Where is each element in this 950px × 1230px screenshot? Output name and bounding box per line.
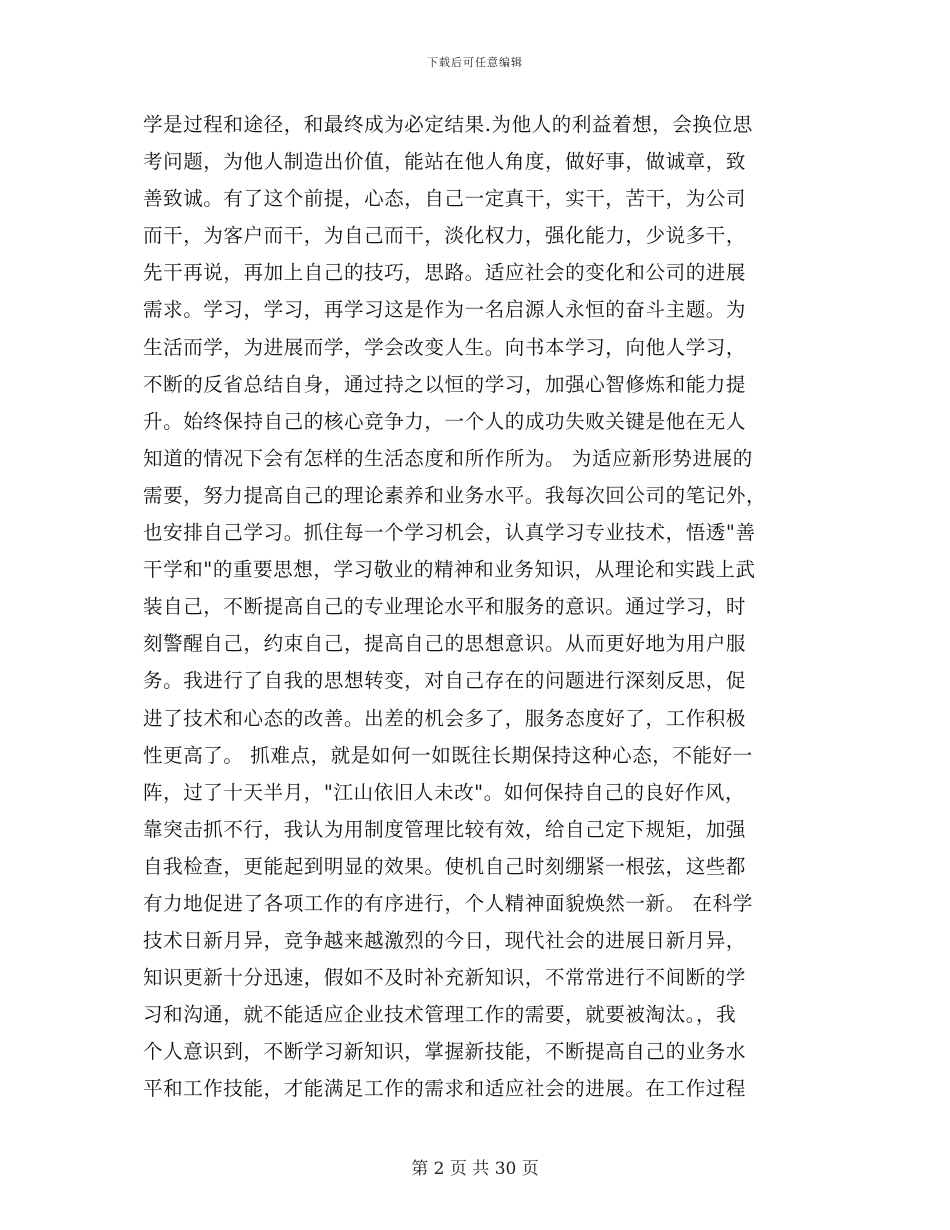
- text-line: 需求。学习，学习，再学习这是作为一名启源人永恒的奋斗主题。为: [143, 298, 747, 322]
- text-line: 性更高了。 抓难点，就是如何一如既往长期保持这种心态，不能好一: [143, 743, 753, 767]
- text-line: 装自己，不断提高自己的专业理论水平和服务的意识。通过学习，时: [143, 595, 747, 619]
- text-line: 有力地促进了各项工作的有序进行，个人精神面貌焕然一新。 在科学: [143, 891, 753, 915]
- text-line: 务。我进行了自我的思想转变，对自己存在的问题进行深刻反思，促: [143, 669, 747, 693]
- document-body: [143, 106, 809, 1108]
- text-line: 平和工作技能，才能满足工作的需求和适应社会的进展。在工作过程: [143, 1077, 747, 1101]
- text-line: 技术日新月异，竞争越来越激烈的今日，现代社会的进展日新月异，: [143, 929, 747, 953]
- text-line: 生活而学，为进展而学，学会改变人生。向书本学习，向他人学习，: [143, 335, 747, 359]
- text-line: 需要，努力提高自己的理论素养和业务水平。我每次回公司的笔记外，: [143, 483, 767, 507]
- text-line: 知道的情况下会有怎样的生活态度和所作所为。 为适应新形势进展的: [143, 446, 753, 470]
- text-line: 升。始终保持自己的核心竞争力，一个人的成功失败关键是他在无人: [143, 409, 747, 433]
- text-line: 进了技术和心态的改善。出差的机会多了，服务态度好了，工作积极: [143, 706, 747, 730]
- text-line: 善致诚。有了这个前提，心态，自己一定真干，实干，苦干，为公司: [143, 187, 747, 211]
- text-line: 不断的反省总结自身，通过持之以恒的学习，加强心智修炼和能力提: [143, 372, 747, 396]
- text-line: 阵，过了十天半月，"江山依旧人未改"。如何保持自己的良好作风，: [143, 780, 746, 804]
- text-line: 个人意识到，不断学习新知识，掌握新技能，不断提高自己的业务水: [143, 1040, 747, 1064]
- text-line: 学是过程和途径，和最终成为必定结果.为他人的利益着想，会换位思: [143, 113, 753, 136]
- text-line: 靠突击抓不行，我认为用制度管理比较有效，给自己定下规矩，加强: [143, 817, 747, 841]
- text-line: 习和沟通，就不能适应企业技术管理工作的需要，就要被淘汰。，我: [143, 1003, 737, 1027]
- text-line: 刻警醒自己，约束自己，提高自己的思想意识。从而更好地为用户服: [143, 632, 747, 656]
- page-footer: 第 2 页 共 30 页: [411, 1159, 539, 1179]
- page-header-note: 下载后可任意编辑: [427, 56, 523, 69]
- text-line: 先干再说，再加上自己的技巧，思路。适应社会的变化和公司的进展: [143, 261, 747, 285]
- text-line: 而干，为客户而干，为自己而干，淡化权力，强化能力，少说多干，: [143, 224, 747, 248]
- text-line: 自我检查，更能起到明显的效果。使机自己时刻绷紧一根弦，这些都: [143, 854, 747, 878]
- text-line: 也安排自己学习。抓住每一个学习机会，认真学习专业技术，悟透"善: [143, 521, 756, 545]
- text-line: 考问题，为他人制造出价值，能站在他人角度，做好事，做诚章，致: [143, 150, 747, 174]
- text-line: 干学和"的重要思想，学习敬业的精神和业务知识，从理论和实践上武: [143, 558, 756, 582]
- text-line: 知识更新十分迅速，假如不及时补充新知识，不常常进行不间断的学: [143, 966, 747, 990]
